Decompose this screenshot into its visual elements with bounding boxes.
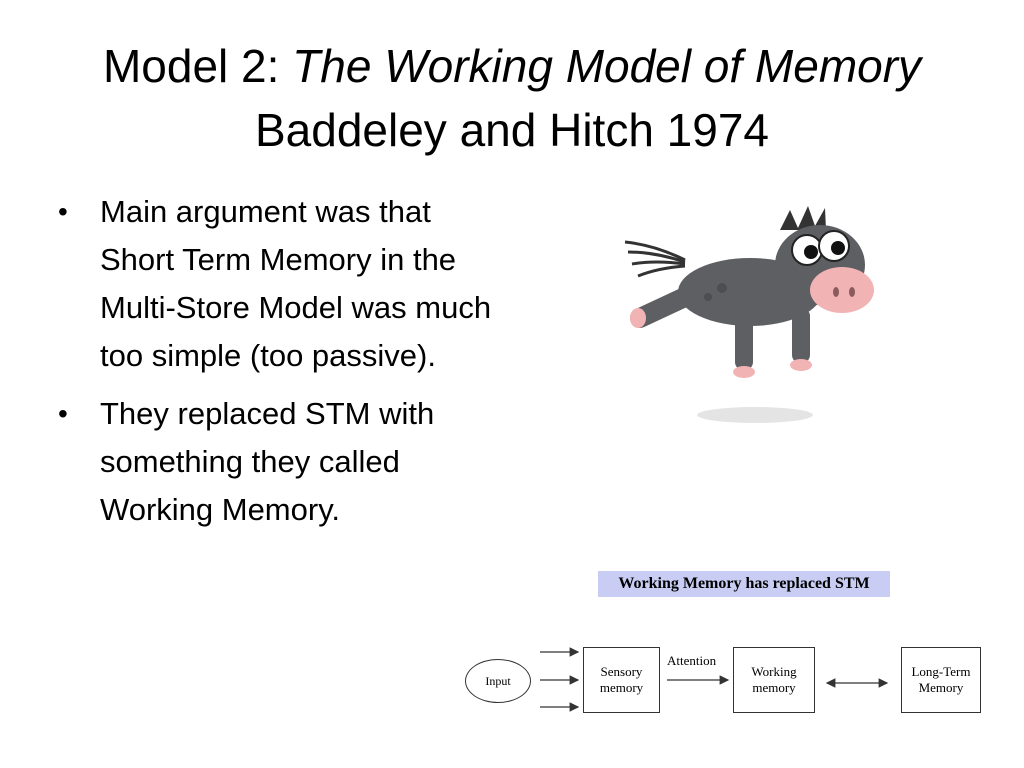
bullet-text: Main argument was that Short Term Memory in the Multi-Store Model was much too simple (too passive). <box>100 194 492 373</box>
ltm-label-1: Long-Term <box>911 664 971 679</box>
bullet-text: They replaced STM with something they called Working Memory. <box>100 396 435 527</box>
bullet-item <box>58 188 498 380</box>
title-prefix: Model 2: <box>102 40 293 92</box>
attention-label: Attention <box>667 653 717 668</box>
working-memory-box <box>733 647 815 713</box>
slide-title <box>0 34 1024 162</box>
long-term-memory-box <box>901 647 981 713</box>
sensory-label-2: memory <box>599 680 644 695</box>
working-label-2: memory <box>752 680 796 695</box>
bullet-icon: • <box>58 398 68 429</box>
working-label-1: Working <box>751 664 797 679</box>
input-oval <box>465 659 531 703</box>
donkey-shadow <box>697 407 813 423</box>
bullet-item <box>58 390 498 534</box>
figure-caption: Working Memory has replaced STM <box>598 571 890 597</box>
bullet-list <box>58 188 498 544</box>
donkey-illustration <box>610 200 890 440</box>
donkey-tail <box>625 242 685 276</box>
memory-flow-diagram <box>455 640 995 730</box>
sensory-memory-box <box>583 647 660 713</box>
input-label: Input <box>485 673 511 688</box>
title-line-2: Baddeley and Hitch 1974 <box>254 104 770 156</box>
sensory-label-1: Sensory <box>600 664 643 679</box>
bullet-icon: • <box>58 196 68 227</box>
ltm-label-2: Memory <box>918 680 964 695</box>
title-italic: The Working Model of Memory <box>292 40 922 92</box>
